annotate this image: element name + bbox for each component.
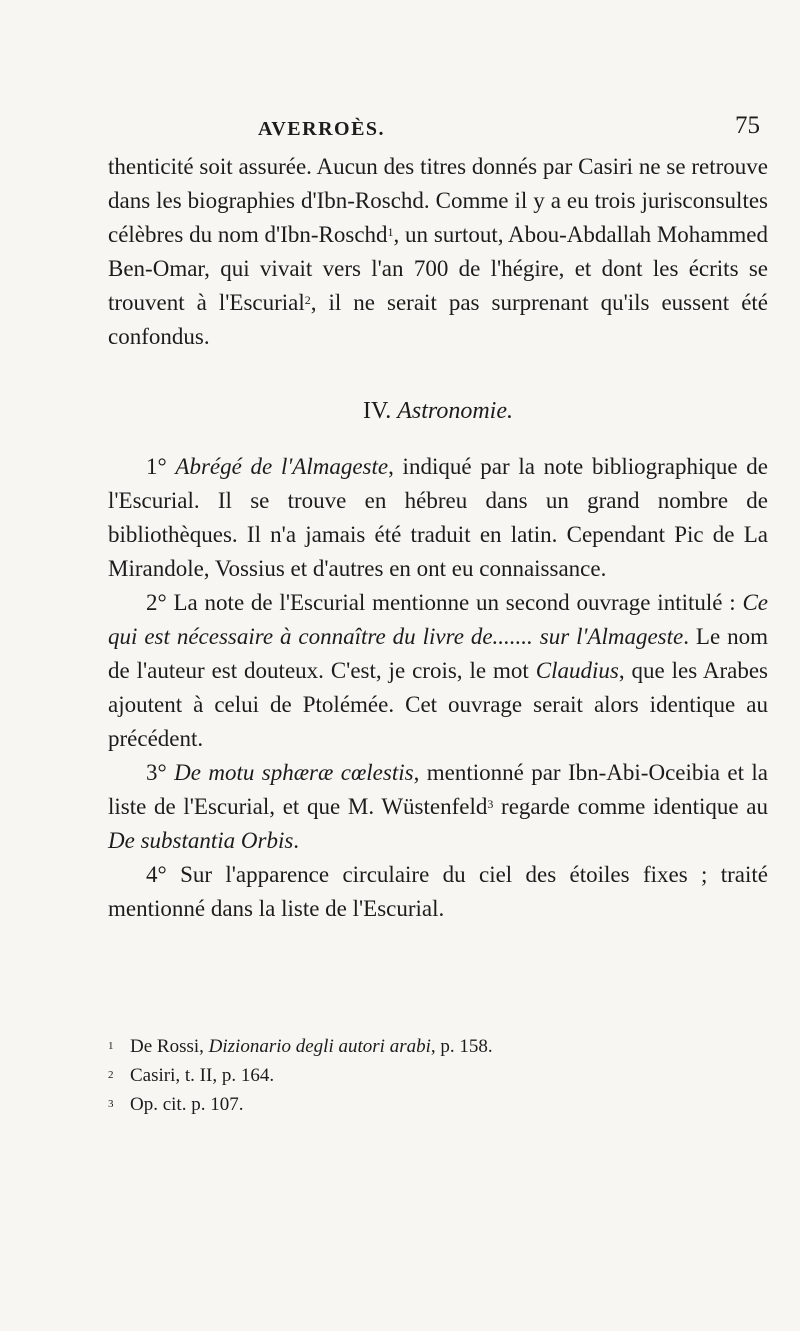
page-header	[0, 112, 800, 148]
work-title: De substantia Orbis	[108, 828, 294, 853]
body-text	[108, 150, 768, 926]
footnote-text: De Rossi,	[130, 1036, 209, 1057]
item-text: Sur l'apparence circulaire du ciel des étoiles fixes ; traité mentionné dans la liste de l'Escurial.	[108, 862, 769, 921]
item-number: 2°	[146, 590, 167, 615]
page-number: 75	[735, 112, 760, 139]
item-number: 4°	[146, 862, 167, 887]
item-de-motu	[108, 756, 768, 858]
paragraph-text: , il ne serait pas surprenant qu'ils eussent été confondus.	[108, 290, 768, 349]
item-text: , indiqué par la note bibliographique de l'Escurial. Il se trouve en hébreu dans un grand nombre de bibliothèques. Il n'a jamais été traduit en latin. Cependant Pic de La Mirandole, Vossius et d'autres en ont eu connaissance.	[108, 454, 769, 581]
item-text: La note de l'Escurial mentionne un second ouvrage intitulé :	[173, 590, 743, 615]
item-text: . Le nom de l'auteur est douteux. C'est, je crois, le mot	[108, 624, 768, 683]
item-number: 3°	[146, 760, 167, 785]
item-text: , que les Arabes ajoutent à celui de Ptolémée. Cet ouvrage serait alors identique au précédent.	[108, 658, 768, 751]
footnote-title: Dizionario degli autori arabi	[208, 1036, 431, 1057]
item-text: regarde comme identique au	[493, 794, 769, 819]
work-title: Ce qui est nécessaire à connaître du livre de....... sur l'Almageste	[108, 590, 768, 649]
footnote-ref: 2	[304, 293, 311, 307]
section-title: Astronomie.	[397, 398, 513, 424]
footnote-number: 2	[108, 1069, 114, 1081]
paragraph-authenticity	[108, 150, 768, 354]
footnote	[108, 1090, 768, 1119]
item-abrege	[108, 450, 768, 586]
section-number: IV.	[362, 398, 392, 424]
name-claudius: Claudius	[535, 658, 619, 683]
item-apparence	[108, 858, 768, 926]
item-text: .	[293, 828, 300, 853]
footnote-ref: 1	[387, 225, 394, 239]
section-heading	[108, 394, 768, 428]
footnote-number: 3	[108, 1098, 114, 1110]
paragraph-text: , un surtout, Abou-Abdallah Mohammed Ben-Omar, qui vivait vers l'an 700 de l'hégire, et dont les écrits se trouvent à l'Escurial	[108, 222, 768, 315]
footnote-text: Casiri, t. II, p. 164.	[130, 1065, 275, 1086]
footnote	[108, 1032, 768, 1061]
item-text: , mentionné par Ibn-Abi-Oceibia et la liste de l'Escurial, et que M. Wüstenfeld	[108, 760, 768, 819]
footnote	[108, 1061, 768, 1090]
running-head: AVERROÈS.	[258, 118, 386, 140]
footnote-ref: 3	[487, 797, 494, 811]
work-title: Abrégé de l'Almageste	[175, 454, 389, 479]
footnotes	[108, 1032, 768, 1119]
item-number: 1°	[146, 454, 167, 479]
item-second-work	[108, 586, 768, 756]
paragraph-text: thenticité soit assurée. Aucun des titres donnés par Casiri ne se retrouve dans les biographies d'Ibn-Roschd. Comme il y a eu trois jurisconsultes célèbres du nom d'Ibn-Roschd	[108, 154, 768, 247]
footnote-text: Op. cit. p. 107.	[130, 1094, 244, 1115]
work-title: De motu sphæræ cœlestis	[174, 760, 414, 785]
footnote-number: 1	[108, 1040, 114, 1052]
footnote-text: , p. 158.	[430, 1036, 493, 1057]
